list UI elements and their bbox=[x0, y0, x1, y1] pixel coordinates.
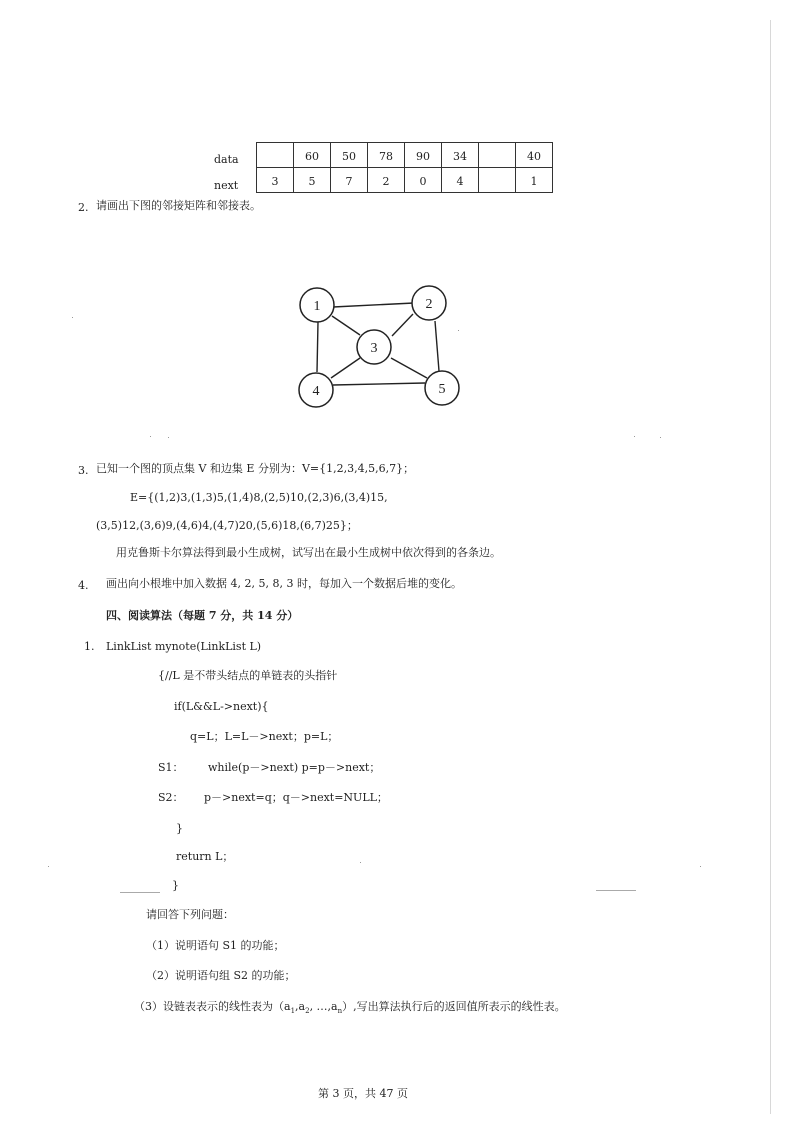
scan-speck bbox=[150, 436, 151, 437]
table-cell: 50 bbox=[331, 143, 368, 168]
table-cell: 40 bbox=[516, 143, 553, 168]
table-cell: 34 bbox=[442, 143, 479, 168]
table-cell bbox=[479, 143, 516, 168]
alg1-if-line: if(L&&L->next){ bbox=[174, 700, 269, 713]
alg1-s1-label: S1： bbox=[158, 761, 184, 774]
edge-2-5 bbox=[435, 321, 439, 371]
table-cell: 1 bbox=[516, 168, 553, 193]
q2-text: 请画出下图的邻接矩阵和邻接表。 bbox=[96, 199, 261, 212]
table-cell: 0 bbox=[405, 168, 442, 193]
page-footer: 第 3 页，共 47 页 bbox=[318, 1087, 408, 1100]
scan-speck bbox=[634, 436, 635, 437]
q2-number: 2. bbox=[78, 201, 89, 214]
node-label-2: 2 bbox=[425, 297, 433, 312]
alg1-s1-code: while(p－>next) p=p－>next； bbox=[208, 761, 381, 774]
scan-speck bbox=[48, 866, 49, 867]
table-cell: 7 bbox=[331, 168, 368, 193]
q3-line-1: 已知一个图的顶点集 V 和边集 E 分别为：V={1,2,3,4,5,6,7}； bbox=[96, 462, 415, 475]
table-row-next bbox=[257, 168, 553, 193]
scan-speck bbox=[360, 862, 361, 863]
scan-edge-line bbox=[770, 20, 771, 1114]
scan-speck bbox=[700, 866, 701, 867]
next-row-label: next bbox=[214, 179, 239, 192]
alg1-close-inner: } bbox=[176, 822, 183, 835]
edge-2-3 bbox=[392, 314, 413, 336]
alg1-comment: {//L 是不带头结点的单链表的头指针 bbox=[158, 669, 338, 682]
scan-speck bbox=[660, 437, 661, 438]
section-heading: 四、阅读算法（每题 7 分，共 14 分） bbox=[106, 609, 299, 622]
edge-1-2 bbox=[333, 303, 414, 307]
table-cell bbox=[479, 168, 516, 193]
q3-line-4: 用克鲁斯卡尔算法得到最小生成树，试写出在最小生成树中依次得到的各条边。 bbox=[116, 546, 501, 559]
q3-number: 3. bbox=[78, 464, 89, 477]
table-cell: 4 bbox=[442, 168, 479, 193]
alg1-sub-1: （1）说明语句 S1 的功能； bbox=[146, 939, 285, 952]
edge-4-5 bbox=[333, 383, 425, 385]
scan-speck bbox=[458, 330, 459, 331]
table-cell: 2 bbox=[368, 168, 405, 193]
table-cell: 78 bbox=[368, 143, 405, 168]
table-cell: 60 bbox=[294, 143, 331, 168]
alg1-close-outer: } bbox=[172, 879, 179, 892]
table-cell bbox=[257, 143, 294, 168]
table-cell: 3 bbox=[257, 168, 294, 193]
node-label-3: 3 bbox=[370, 341, 378, 356]
scan-speck bbox=[72, 317, 73, 318]
scan-speck bbox=[168, 437, 169, 438]
undirected-graph-diagram bbox=[280, 270, 480, 410]
data-row-label: data bbox=[214, 153, 239, 166]
alg1-s2-code: p－>next=q；q－>next=NULL； bbox=[204, 791, 388, 804]
alg1-signature: LinkList mynote(LinkList L) bbox=[106, 640, 262, 653]
alg1-assign-line: q=L；L=L－>next；p=L； bbox=[190, 730, 339, 743]
table-row-data bbox=[257, 143, 553, 168]
q4-text: 画出向小根堆中加入数据 4, 2, 5, 8, 3 时，每加入一个数据后堆的变化。 bbox=[106, 577, 462, 590]
alg1-return-line: return L； bbox=[176, 850, 234, 863]
alg1-prompt: 请回答下列问题： bbox=[146, 908, 234, 921]
edge-1-3 bbox=[332, 316, 360, 335]
scan-mark bbox=[120, 892, 160, 893]
alg1-s2-label: S2： bbox=[158, 791, 184, 804]
alg1-sub-3: （3）设链表表示的线性表为（$a_1,a_2$, $\dots,a_n$）,写出算法执行后的返回值所表示的线性表。 bbox=[134, 1000, 566, 1016]
scan-mark bbox=[596, 890, 636, 891]
alg1-sub-2: （2）说明语句组 S2 的功能； bbox=[146, 969, 296, 982]
node-label-1: 1 bbox=[313, 299, 321, 314]
static-linked-list-table bbox=[256, 142, 553, 193]
q3-line-3: (3,5)12,(3,6)9,(4,6)4,(4,7)20,(5,6)18,(6,7)25}； bbox=[96, 519, 358, 532]
table-cell: 5 bbox=[294, 168, 331, 193]
table-cell: 90 bbox=[405, 143, 442, 168]
node-label-5: 5 bbox=[438, 382, 446, 397]
edge-1-4 bbox=[317, 322, 318, 372]
node-label-4: 4 bbox=[312, 384, 320, 399]
q4-number: 4. bbox=[78, 579, 89, 592]
edge-3-4 bbox=[331, 358, 360, 378]
q3-line-2: E={(1,2)3,(1,3)5,(1,4)8,(2,5)10,(2,3)6,(3,4)15, bbox=[130, 491, 388, 504]
alg1-number: 1. bbox=[84, 640, 95, 653]
edge-3-5 bbox=[391, 358, 427, 378]
